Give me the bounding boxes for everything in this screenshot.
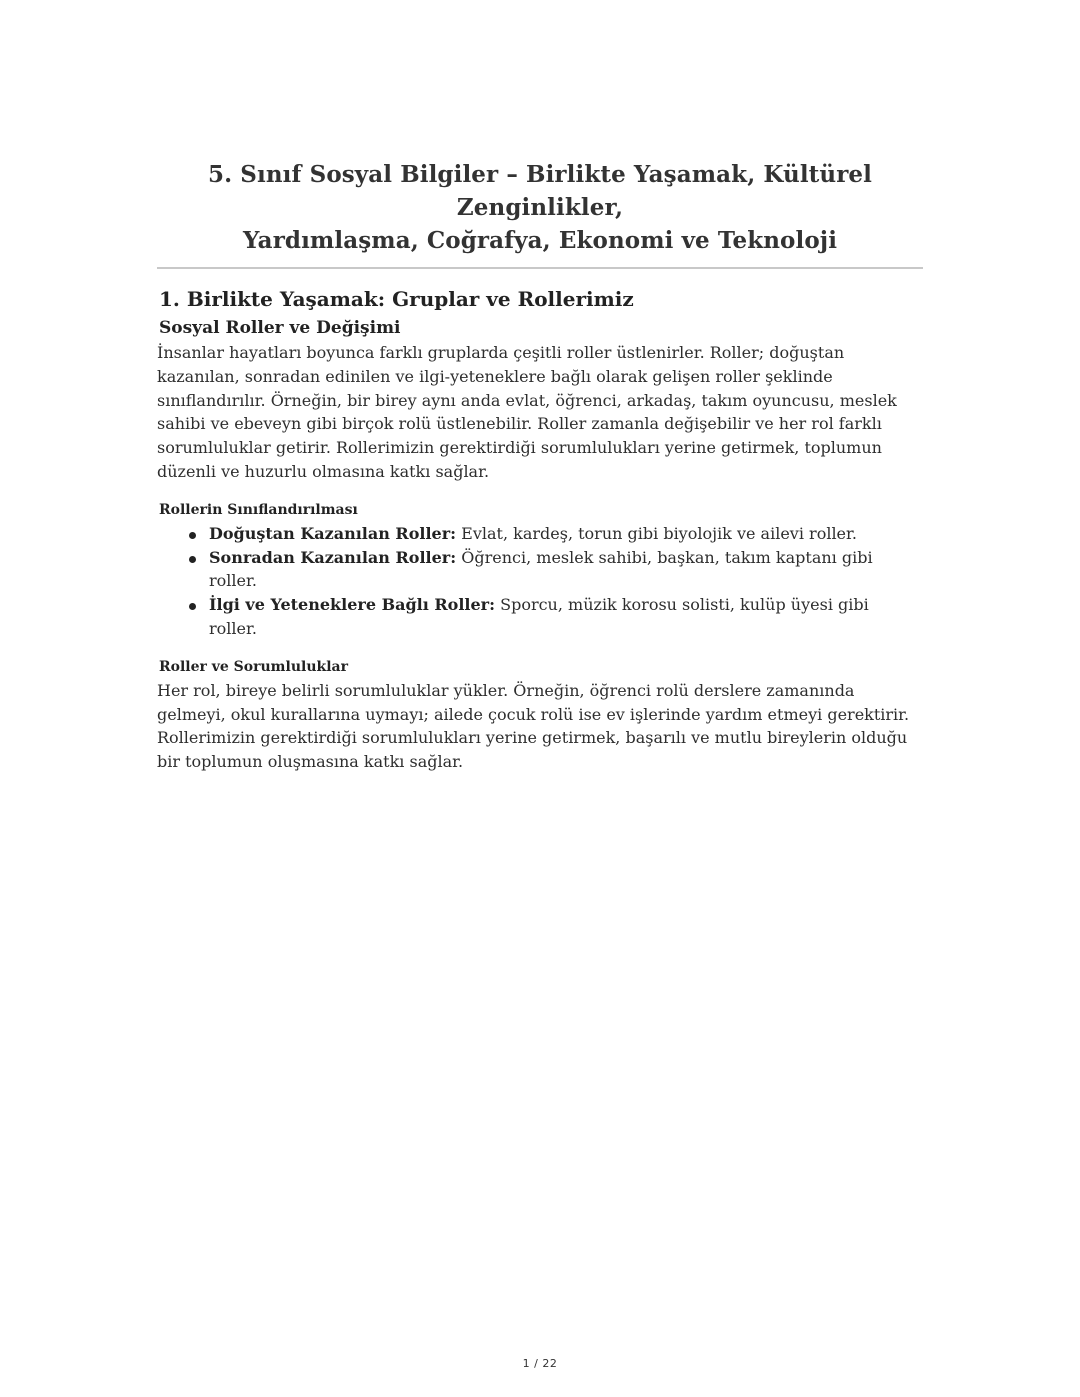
responsibilities-heading: Roller ve Sorumluluklar bbox=[159, 658, 348, 675]
list-item bbox=[209, 593, 923, 641]
page-indicator: 1 / 22 bbox=[522, 1357, 558, 1370]
list-item-term: Doğuştan Kazanılan Roller: bbox=[209, 523, 457, 543]
subsection-heading: Sosyal Roller ve Değişimi bbox=[159, 318, 401, 338]
document-page bbox=[157, 158, 923, 774]
responsibilities-paragraph: Her rol, bireye belirli sorumluluklar yükler. Örneğin, öğrenci rolü derslere zamanında gelmeyi, okul kurallarına uymayı; ailede çocuk rolü ise ev işlerinde yardım etmeyi gerektirir. Rollerimizin gerektirdiği sorumlulukları yerine getirmek, başarılı ve mutlu bireylerin olduğu bir toplumun oluşmasına katkı sağlar. bbox=[157, 680, 910, 772]
bullet-icon bbox=[189, 556, 196, 563]
list-item bbox=[209, 546, 923, 594]
list-item bbox=[209, 522, 923, 546]
document-title-line-1: 5. Sınıf Sosyal Bilgiler – Birlikte Yaşamak, Kültürel Zenginlikler, bbox=[207, 161, 872, 221]
list-item-description: Sporcu, müzik korosu solisti, kulüp üyesi gibi roller. bbox=[209, 595, 869, 638]
classification-heading: Rollerin Sınıflandırılması bbox=[159, 501, 358, 518]
list-item-description: Öğrenci, meslek sahibi, başkan, takım kaptanı gibi roller. bbox=[209, 547, 873, 591]
document-title bbox=[157, 158, 923, 257]
bullet-icon bbox=[189, 532, 196, 539]
list-item-term: Sonradan Kazanılan Roller: bbox=[209, 547, 457, 567]
document-title-line-2: Yardımlaşma, Coğrafya, Ekonomi ve Teknoloji bbox=[242, 227, 838, 254]
section-heading: 1. Birlikte Yaşamak: Gruplar ve Rollerimiz bbox=[159, 287, 634, 311]
list-item-description: Evlat, kardeş, torun gibi biyolojik ve ailevi roller. bbox=[461, 523, 857, 543]
role-classification-list bbox=[157, 522, 923, 641]
intro-paragraph: İnsanlar hayatları boyunca farklı gruplarda çeşitli roller üstlenirler. Roller; doğuştan kazanılan, sonradan edinilen ve ilgi-yeteneklere bağlı olarak gelişen roller şeklinde sınıflandırılır. Örneğin, bir birey aynı anda evlat, öğrenci, arkadaş, takım oyuncusu, meslek sahibi ve ebeveyn gibi birçok rolü üstlenebilir. Roller zamanla değişebilir ve her rol farklı sorumluluklar getirir. Rollerimizin gerektirdiği sorumlulukları yerine getirmek, toplumun düzenli ve huzurlu olmasına katkı sağlar. bbox=[157, 343, 897, 481]
list-item-term: İlgi ve Yeteneklere Bağlı Roller: bbox=[209, 595, 496, 615]
title-divider bbox=[157, 267, 923, 269]
bullet-icon bbox=[189, 603, 196, 610]
